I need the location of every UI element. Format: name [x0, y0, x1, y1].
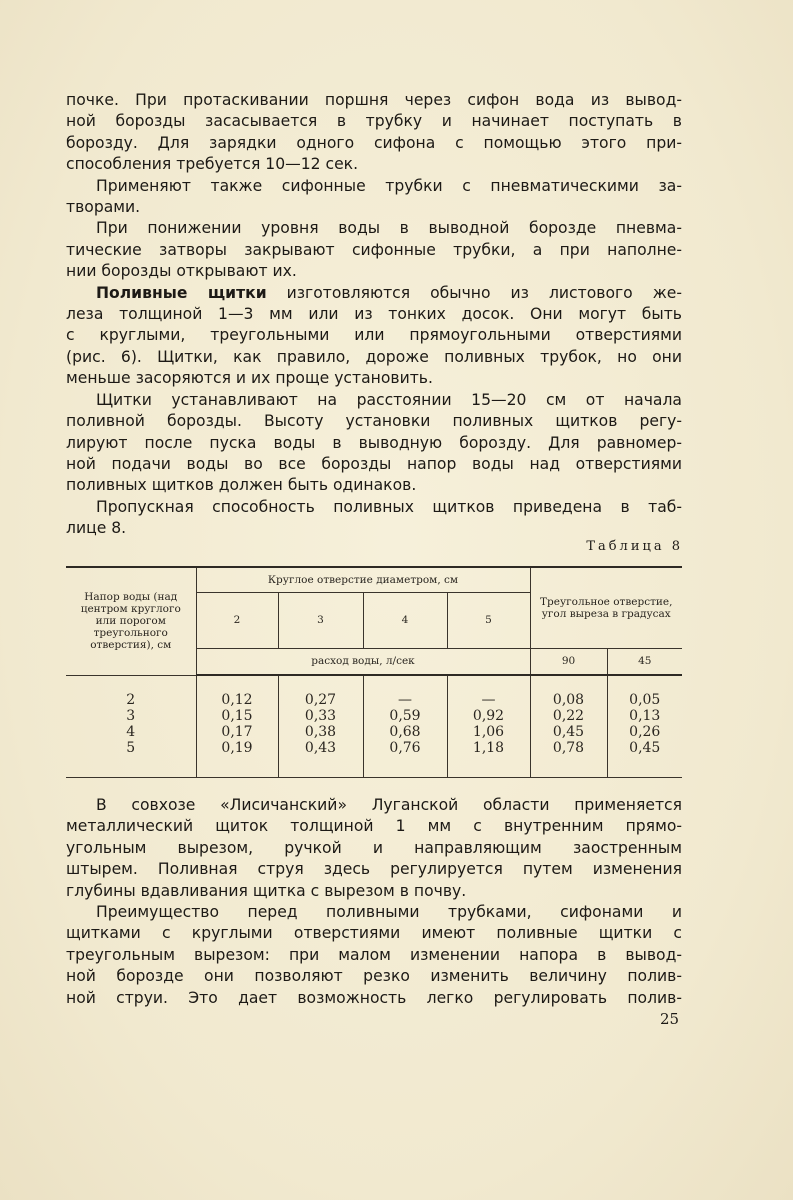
flow-rate-table [66, 566, 682, 778]
table-row: 2 0,12 0,27 — — 0,08 0,05 [66, 675, 682, 708]
text-block-bottom [66, 795, 682, 1009]
header-diameter-4: 4 [363, 592, 447, 648]
paragraph-water-level: При понижении уровня воды в выводной борозде пневма- тические затворы закрывают сифонные трубки, а при наполне- [66, 219, 682, 259]
paragraph-pneumatic-end: творами. [66, 198, 141, 217]
paragraph-installation-end: поливных щитков должен быть одинаков. [66, 476, 417, 495]
header-head: Напор воды (над центром круглого или порогом треугольного отверстия), см [66, 567, 196, 675]
header-triangular-hole: Треугольное отверстие, угол выреза в градусах [530, 567, 682, 648]
paragraph-capacity-end: лице 8. [66, 519, 127, 538]
paragraph-siphon-piston-end: способления требуется 10—12 сек. [66, 155, 359, 174]
header-round-hole: Круглое отверстие диаметром, см [196, 567, 530, 592]
page-number: 25 [660, 1010, 680, 1028]
table-title: Таблица 8 [586, 539, 683, 554]
text-block-top [66, 90, 682, 540]
table-row: 3 0,15 0,33 0,59 0,92 0,22 0,13 [66, 708, 682, 724]
paragraph-capacity: Пропускная способность поливных щитков приведена в таб- [96, 497, 682, 516]
table-row: 5 0,19 0,43 0,76 1,18 0,78 0,45 [66, 740, 682, 778]
paragraph-water-level-end: нии борозды открывают их. [66, 262, 297, 281]
paragraph-lisichansky-end: глубины вдавливания щитка с вырезом в почву. [66, 881, 467, 900]
paragraph-pneumatic: Применяют также сифонные трубки с пневматическими за- [96, 176, 682, 195]
paragraph-installation: Щитки устанавливают на расстоянии 15—20 см от начала поливной борозды. Высоту установки поливных щитков регу- лируют после пуска воды в выводную борозду. Для равномер- ной подачи воды во все борозды напор воды над отверстиями [66, 390, 682, 473]
paragraph-advantage: Преимущество перед поливными трубками, сифонами и щитками с круглыми отверстиями имеют поливные щитки с треугольным вырезом: при малом изменении напора в вывод- ной борозде они позволяют резко изменить величину полив- ной струи. Это дает возможность легко регулировать полив- [66, 903, 682, 1007]
term-polivnye-shchitki: Поливные щитки [96, 283, 267, 302]
paragraph-lisichansky: В совхозе «Лисичанский» Луганской области применяется металлический щиток толщиной 1 мм с внутренним прямо- угольным вырезом, ручкой и направляющим заостренным штырем. Поливная струя здесь регулируется путем изменения [66, 796, 682, 879]
header-diameter-3: 3 [278, 592, 363, 648]
header-flow-rate: расход воды, л/сек [196, 648, 530, 675]
table-row: 4 0,17 0,38 0,68 1,06 0,45 0,26 [66, 724, 682, 740]
paragraph-shields: Поливные щитки изготовляются обычно из листового же- леза толщиной 1—3 мм или из тонких досок. Они могут быть с круглыми, треугольными или прямоугольными отверстиями (рис. 6). Щитки, как правило, дороже поливных трубок, но они [66, 283, 682, 366]
paragraph-shields-end: меньше засоряются и их проще установить. [66, 369, 433, 388]
header-angle-45: 45 [607, 648, 682, 675]
paragraph-siphon-piston: почке. При протаскивании поршня через сифон вода из вывод- ной борозды засасывается в трубку и начинает поступать в борозду. Для зарядки одного сифона с помощью этого при- [66, 91, 682, 152]
header-diameter-5: 5 [447, 592, 530, 648]
header-angle-90: 90 [530, 648, 607, 675]
header-diameter-2: 2 [196, 592, 278, 648]
